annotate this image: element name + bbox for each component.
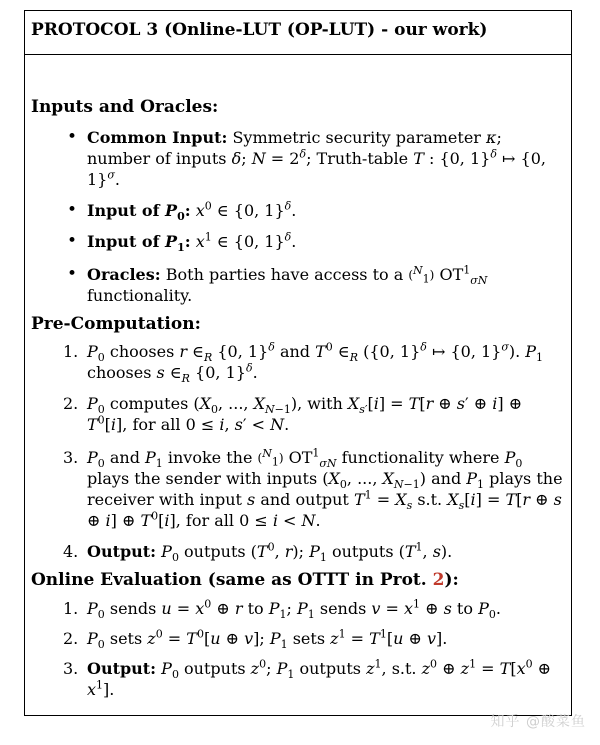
online-list: [31, 598, 565, 700]
protocol-body: [25, 55, 571, 700]
input-p0-label: Input of $P_0$:: [87, 201, 191, 224]
precomp-item-2: 2. $P_0$ computes ($X_0$, ..., $X_{N-1}$), with $X_{s'}[i] = T[r$ ⊕ s′ ⊕ i] ⊕ $T^0[i]$, for all 0 ≤ i, s′ < N.: [63, 394, 523, 434]
section-precomp-heading: Pre-Computation:: [31, 314, 201, 334]
list-item-oracles: • Oracles: Both parties have access to a ($^N_1$) $OT^1_{\sigma N}$ functionality.: [31, 264, 565, 306]
list-item-input-p1: • Input of $P_1$: $x^1$ ∈ {0, 1}$^\delta$.: [31, 231, 565, 252]
zhihu-watermark: 知乎 @酸菜鱼: [490, 714, 586, 730]
list-item-input-p0: • Input of $P_0$: $x^0$ ∈ {0, 1}$^\delta$.: [31, 200, 565, 221]
protocol-title: PROTOCOL 3 (Online-LUT (OP-LUT) - our work): [25, 11, 571, 55]
common-input-text: Symmetric security parameter κ; number of inputs δ; $N = 2^\delta$; Truth-table T : {0, 1}$^\delta$ ↦ {0, 1}$^\sigma$.: [87, 128, 546, 189]
list-item-common-input: • Common Input: Symmetric security parameter κ; number of inputs δ; $N = 2^\delta$; Truth-table T : {0, 1}$^\delta$ ↦ {0, 1}$^\sigma$.: [31, 127, 565, 190]
precomp-item-1: 1. $P_0$ chooses r $\in_R$ {0, 1}$^\delta$ and $T^0$ $\in_R$ ({0, 1}$^\delta$ ↦ {0, 1}$^\sigma$). $P_1$ chooses s $\in_R$ {0, 1}$^\delta$.: [63, 340, 544, 386]
input-p1-label: Input of $P_1$:: [87, 232, 191, 255]
online-item-2: 2. $P_0$ sets $z^0 = T^0[u$ ⊕ v]; $P_1$ sets $z^1 = T^1[u$ ⊕ v].: [63, 627, 448, 652]
online-item-3: 3. Output: $P_0$ outputs $z^0$; $P_1$ outputs $z^1$, s.t. $z^0$ ⊕ $z^1 = T[x^0$ ⊕ $x^1$].: [63, 657, 552, 699]
prot-2-link[interactable]: 2: [432, 570, 445, 590]
section-inputs-heading: Inputs and Oracles:: [31, 97, 219, 117]
inputs-list: [31, 127, 565, 306]
precomp-list: [31, 340, 565, 565]
online-item-1: 1. $P_0$ sends $u = x^0$ ⊕ r to $P_1$; $P_1$ sends $v = x^1$ ⊕ s to $P_0$.: [63, 597, 501, 622]
protocol-box: [24, 10, 572, 716]
precomp-item-3: 3. $P_0$ and $P_1$ invoke the ($^N_1$) $OT^1_{\sigma N}$ functionality where $P_0$ plays the sender with inputs ($X_0$, ..., $X_{N-1}$) and $P_1$ plays the receiver with input s and output $T^1 = X_s$ s.t. $X_s[i] = T[r$ ⊕ s ⊕ i] ⊕ $T^0[i]$, for all 0 ≤ i < N.: [63, 446, 563, 530]
precomp-item-4: 4. Output: $P_0$ outputs ($T^0$, r); $P_1$ outputs ($T^1$, s).: [63, 540, 453, 565]
section-online-heading: Online Evaluation (same as OTTT in Prot. 2):: [31, 570, 459, 590]
